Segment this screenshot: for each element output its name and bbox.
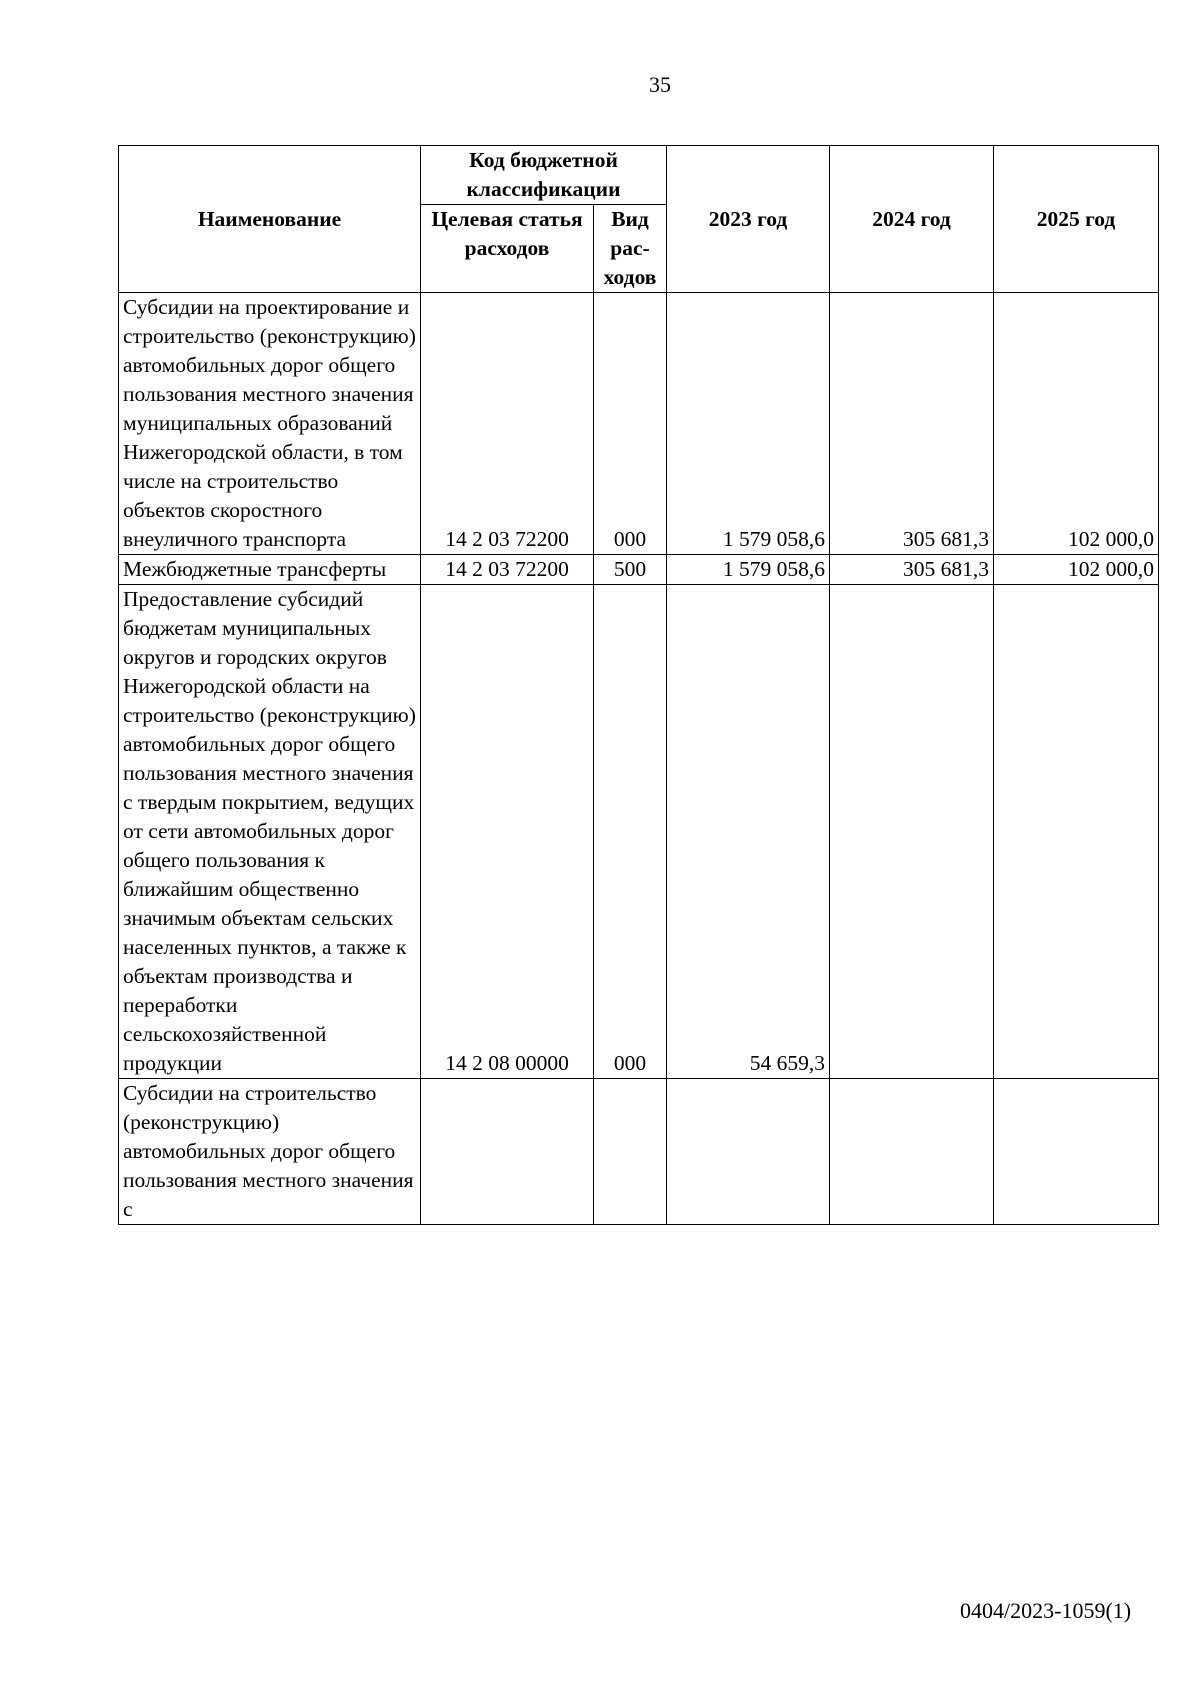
- row-2024: 305 681,3: [830, 293, 994, 555]
- row-2023: [667, 1079, 830, 1225]
- row-name: Субсидии на проектирование и строительство (реконструкцию) автомобильных дорог общего пользования местного значения муниципальных образований Нижегородской области, в том числе на строительство объектов скоростного внеуличного транспорта: [119, 293, 421, 555]
- row-name: Субсидии на строительство (реконструкцию) автомобильных дорог общего пользования местного значения с: [119, 1079, 421, 1225]
- row-2023: 54 659,3: [667, 585, 830, 1079]
- header-2025: 2025 год: [994, 146, 1159, 293]
- table-row: [119, 555, 1159, 585]
- table-row: [119, 585, 1159, 1079]
- row-2024: [830, 585, 994, 1079]
- page-number: 35: [649, 72, 671, 97]
- header-2024: 2024 год: [830, 146, 994, 293]
- table-row: [119, 1079, 1159, 1225]
- row-expense-type: [594, 1079, 667, 1225]
- row-2023: 1 579 058,6: [667, 293, 830, 555]
- budget-table: [118, 145, 1159, 1225]
- header-expense-type: Вид рас-ходов: [594, 205, 667, 293]
- row-target-article: 14 2 08 00000: [421, 585, 594, 1079]
- document-code: 0404/2023-1059(1): [960, 1598, 1132, 1623]
- row-expense-type: 500: [594, 555, 667, 585]
- header-name: Наименование: [119, 146, 421, 293]
- row-name: Предоставление субсидий бюджетам муниципальных округов и городских округов Нижегородской области на строительство (реконструкцию) автомобильных дорог общего пользования местного значения с твердым покрытием, ведущих от сети автомобильных дорог общего пользования к ближайшим общественно значимым объектам сельских населенных пунктов, а также к объектам производства и переработки сельскохозяйственной продукции: [119, 585, 421, 1079]
- header-target-article: Целевая статья расходов: [421, 205, 594, 293]
- row-2025: 102 000,0: [994, 555, 1159, 585]
- row-2025: 102 000,0: [994, 293, 1159, 555]
- row-name: Межбюджетные трансферты: [119, 555, 421, 585]
- row-2023: 1 579 058,6: [667, 555, 830, 585]
- row-2024: 305 681,3: [830, 555, 994, 585]
- row-target-article: [421, 1079, 594, 1225]
- row-2024: [830, 1079, 994, 1225]
- row-target-article: 14 2 03 72200: [421, 555, 594, 585]
- header-kbk: Код бюджетной классификации: [421, 146, 667, 205]
- row-target-article: 14 2 03 72200: [421, 293, 594, 555]
- table-row: [119, 293, 1159, 555]
- row-expense-type: 000: [594, 585, 667, 1079]
- row-expense-type: 000: [594, 293, 667, 555]
- row-2025: [994, 1079, 1159, 1225]
- row-2025: [994, 585, 1159, 1079]
- header-2023: 2023 год: [667, 146, 830, 293]
